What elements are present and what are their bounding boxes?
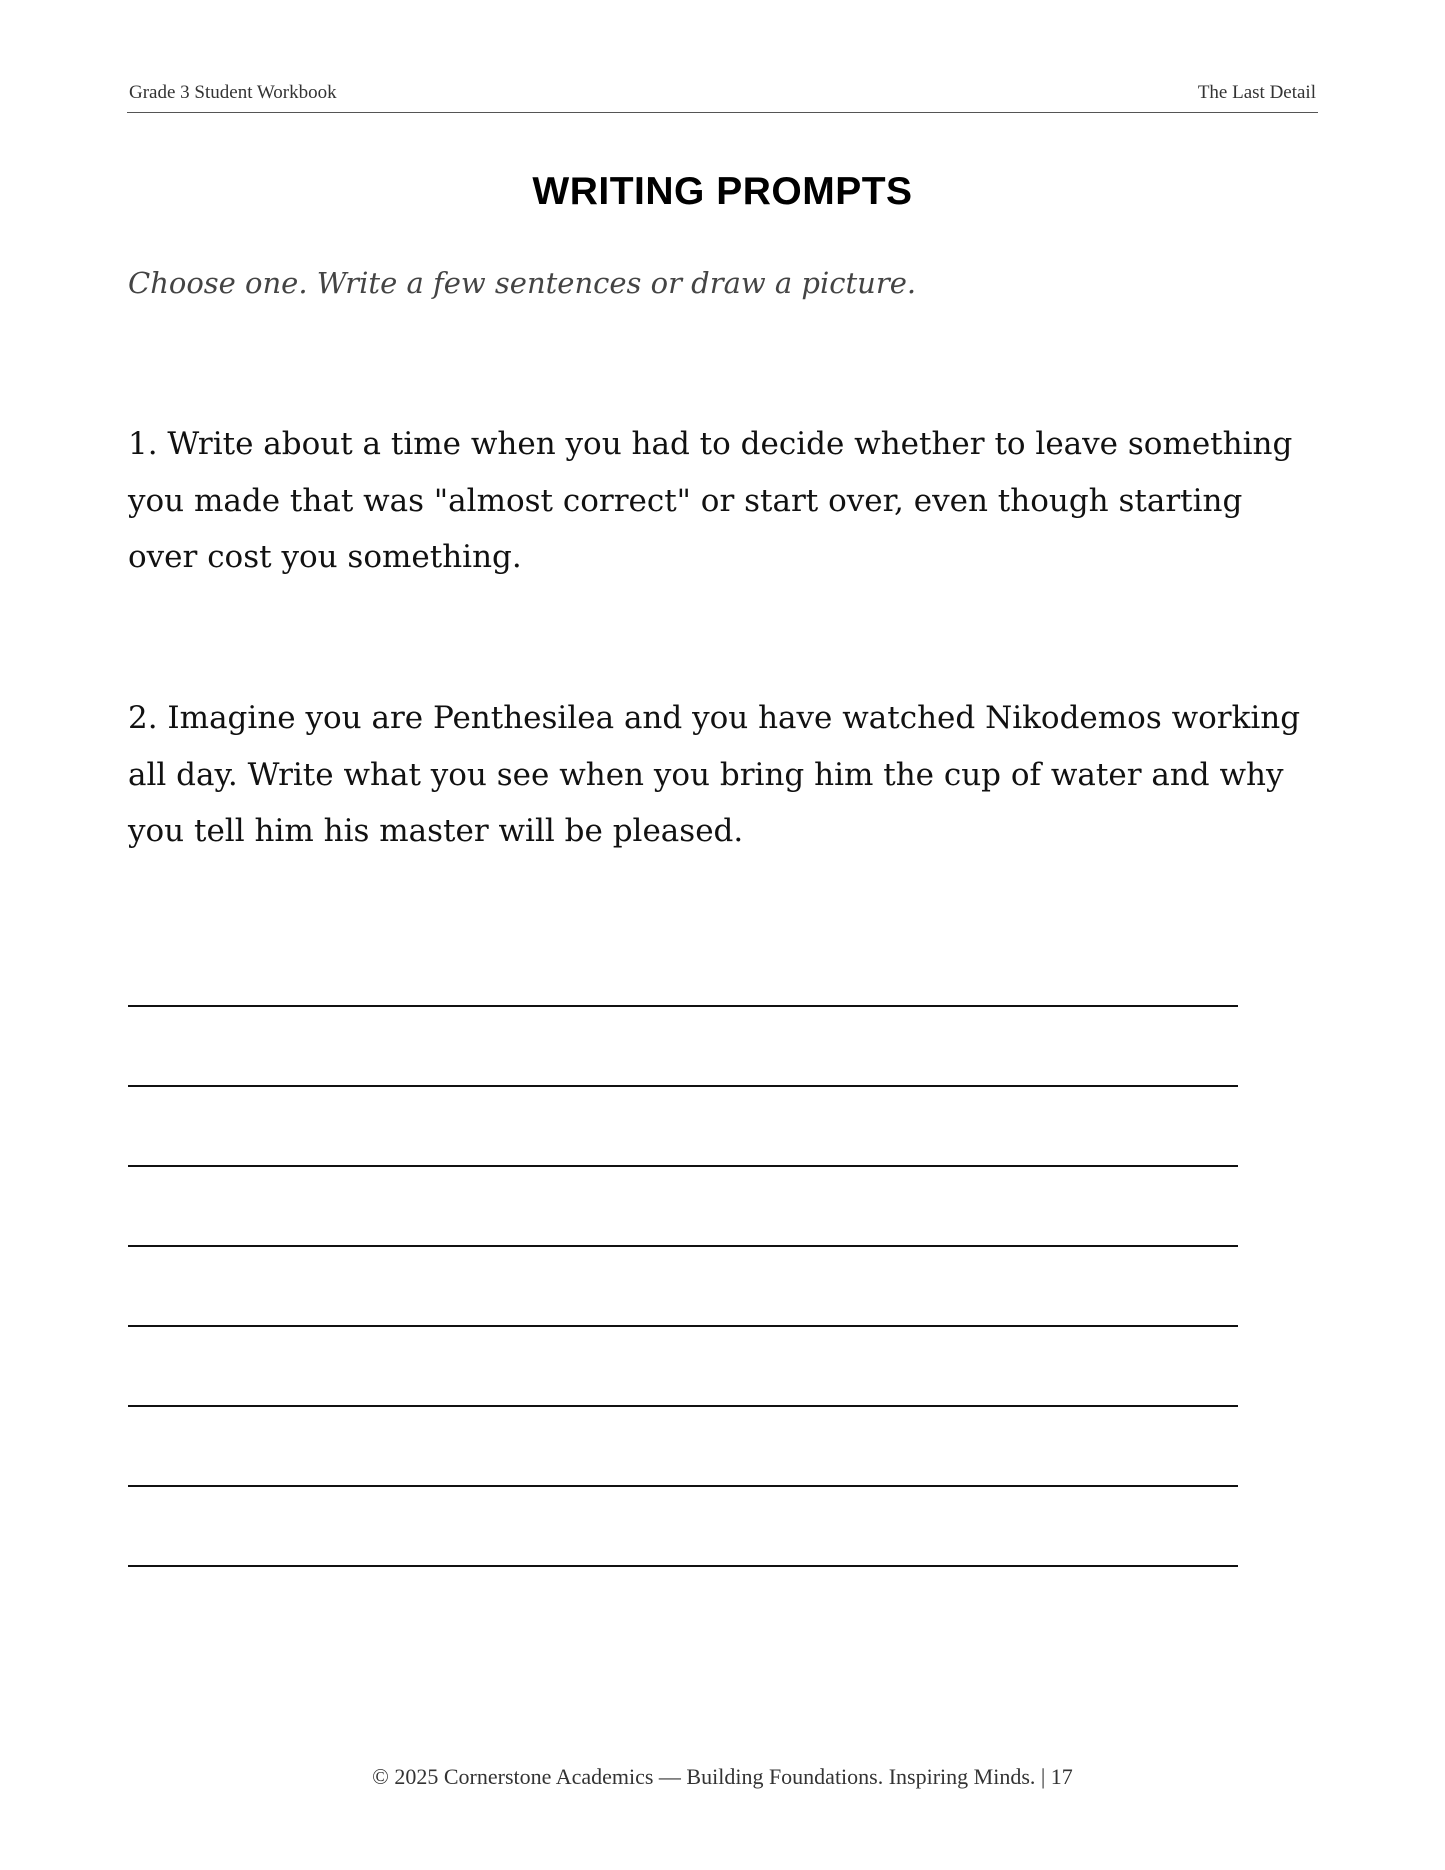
writing-prompt-1: 1. Write about a time when you had to decide whether to leave something you made that was "almost correct" or start over, even though starting over cost you something. [128, 426, 1293, 575]
writing-prompt-2: 2. Imagine you are Penthesilea and you have watched Nikodemos working all day. Write what you see when you bring him the cup of water and why you tell him his master will be pleased. [128, 700, 1301, 849]
writing-line [128, 1325, 1238, 1327]
writing-line [128, 1405, 1238, 1407]
writing-line [128, 1245, 1238, 1247]
workbook-label: Grade 3 Student Workbook [129, 82, 337, 103]
writing-line [128, 1485, 1238, 1487]
writing-line [128, 1565, 1238, 1567]
writing-line [128, 1085, 1238, 1087]
instructions: Choose one. Write a few sentences or draw a picture. [128, 266, 917, 300]
story-title: The Last Detail [1197, 82, 1316, 103]
page-footer: © 2025 Cornerstone Academics — Building Foundations. Inspiring Minds. | 17 [372, 1764, 1073, 1789]
page-title: WRITING PROMPTS [532, 170, 913, 213]
writing-line [128, 1005, 1238, 1007]
writing-line [128, 1165, 1238, 1167]
running-header [127, 80, 1318, 113]
